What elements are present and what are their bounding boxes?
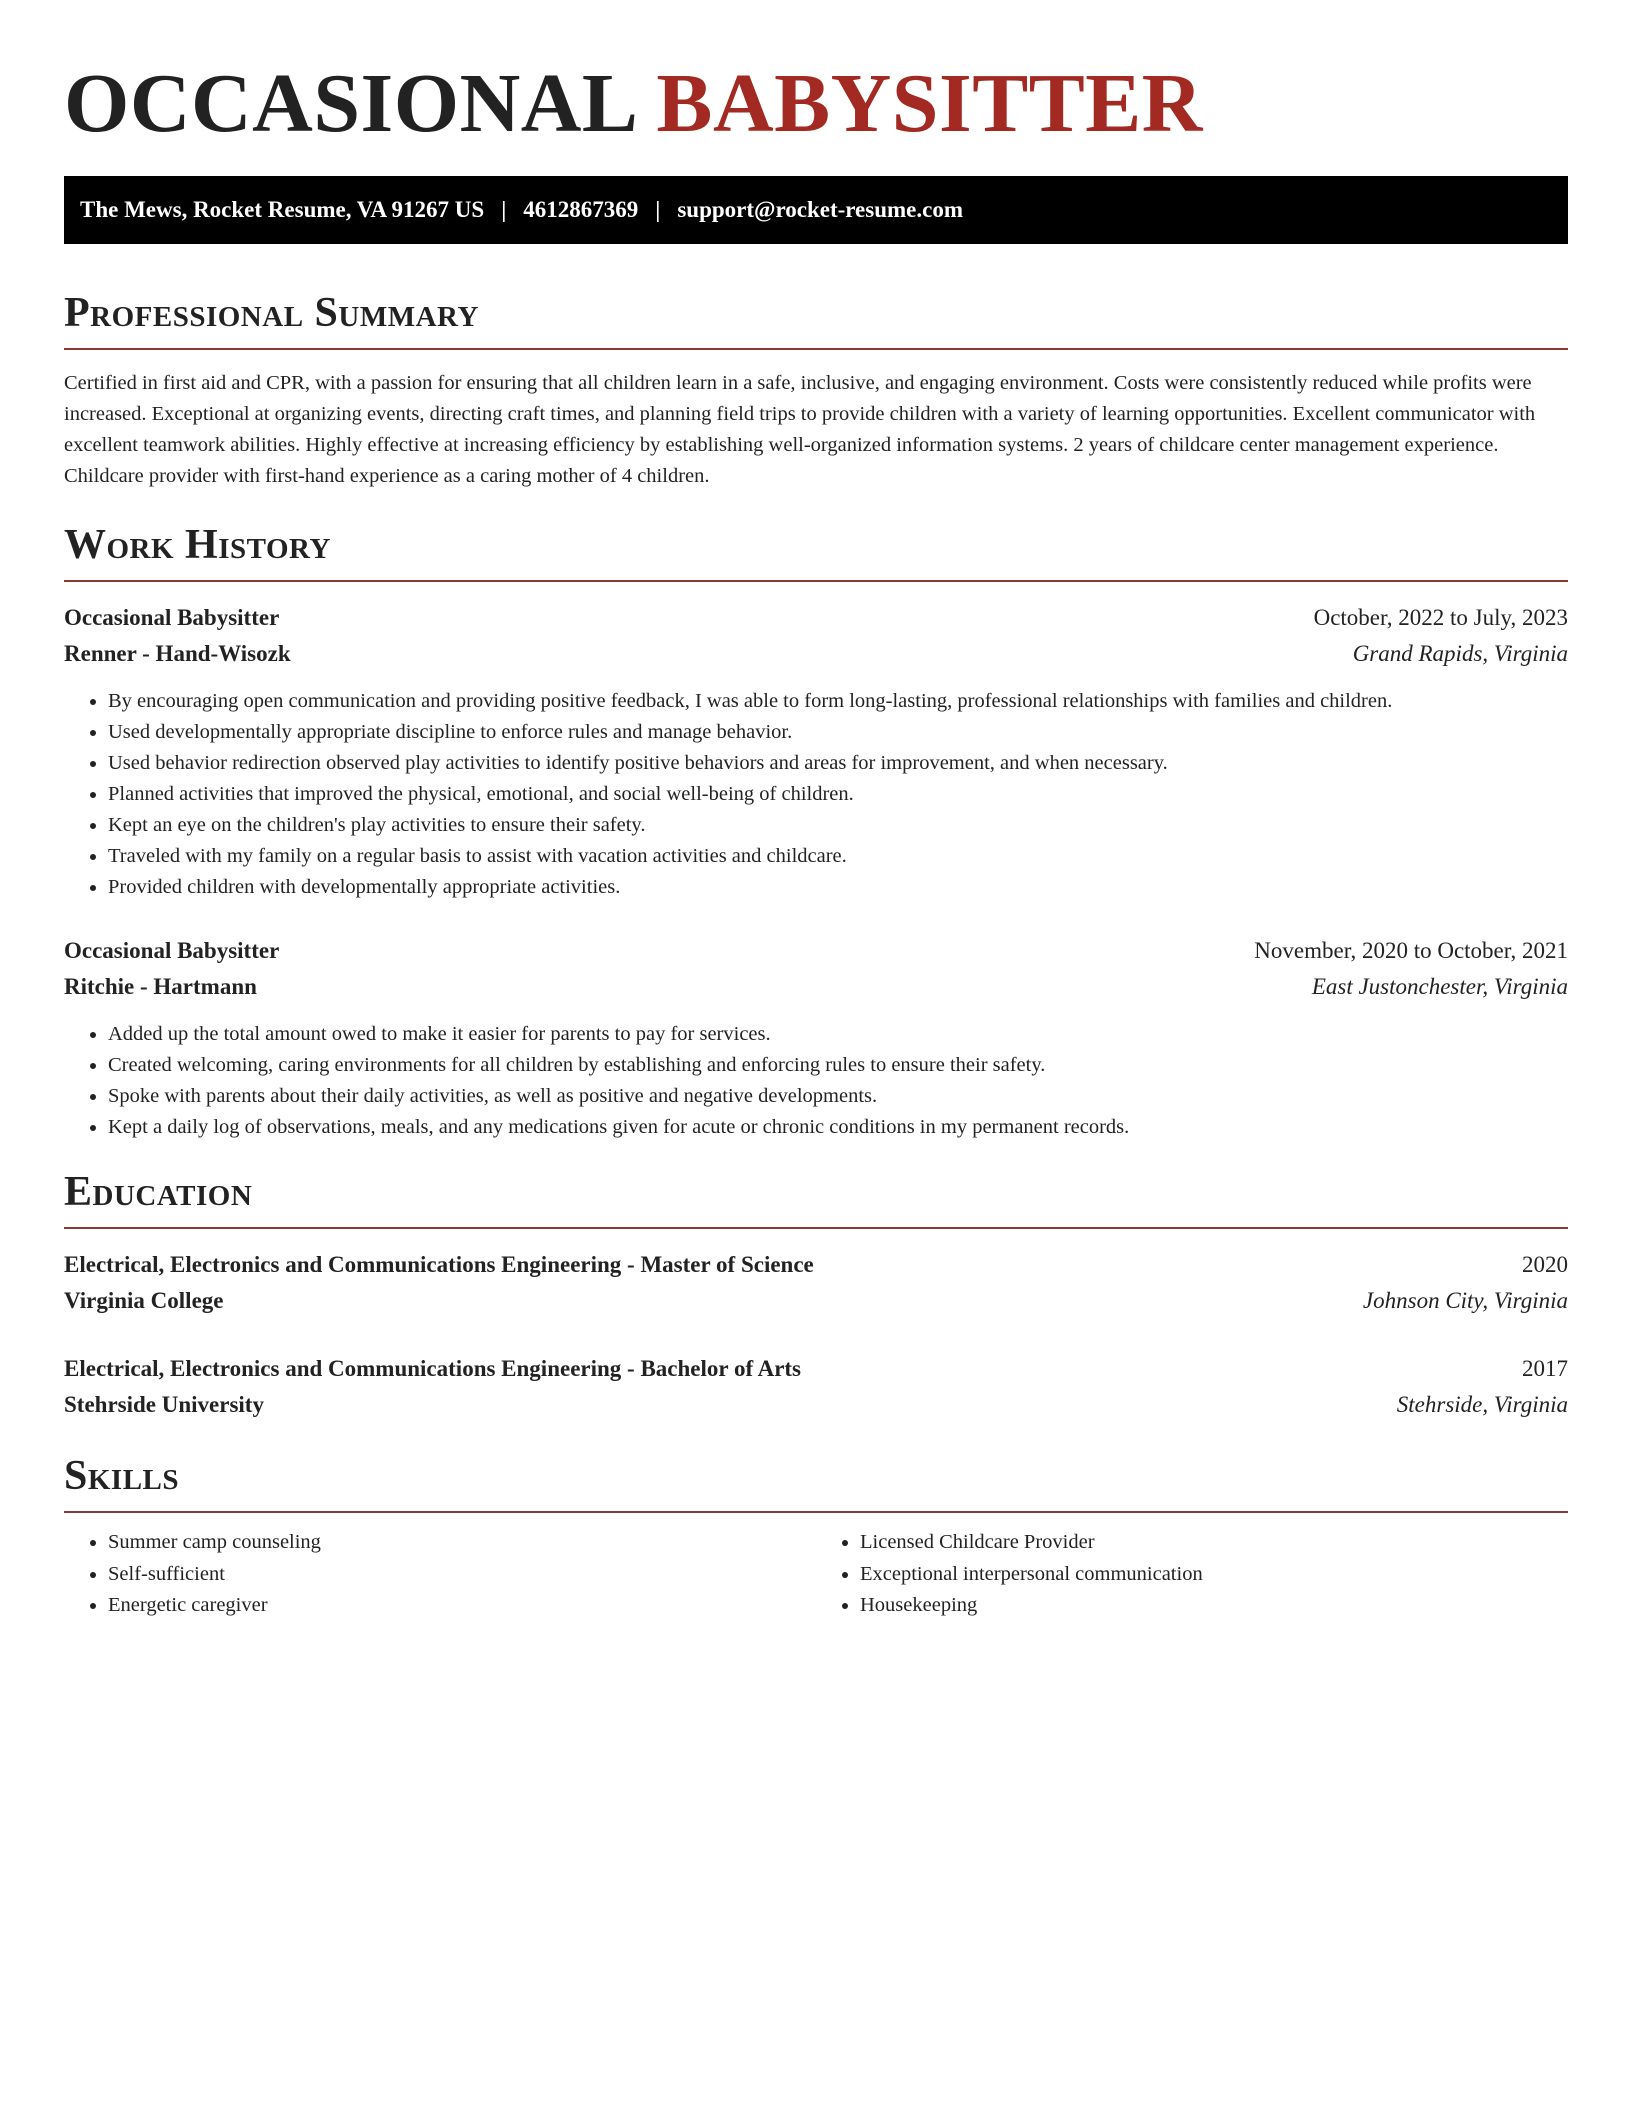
job-entry bbox=[64, 600, 1568, 903]
skill-item: • Licensed Childcare Provider bbox=[860, 1527, 1568, 1559]
contact-email: support@rocket-resume.com bbox=[677, 197, 963, 222]
skills-list-right bbox=[816, 1527, 1568, 1622]
list-item: • Added up the total amount owed to make it easier for parents to pay for services. bbox=[108, 1019, 1568, 1050]
skill-item: • Energetic caregiver bbox=[108, 1590, 816, 1622]
contact-separator: | bbox=[655, 197, 661, 222]
education-location: Stehrside, Virginia bbox=[1396, 1392, 1568, 1417]
education-school: Stehrside University bbox=[64, 1392, 264, 1417]
list-item: • Traveled with my family on a regular basis to assist with vacation activities and childcare. bbox=[108, 841, 1568, 872]
skills-grid bbox=[64, 1527, 1568, 1622]
title-first-word: OCCASIONAL bbox=[64, 57, 639, 150]
education-year: 2020 bbox=[1522, 1252, 1568, 1277]
job-title: Occasional Babysitter bbox=[64, 938, 280, 963]
job-entry bbox=[64, 933, 1568, 1143]
list-item: • By encouraging open communication and providing positive feedback, I was able to form long-lasting, professional relationships with families and children. bbox=[108, 686, 1568, 717]
list-item: • Provided children with developmentally appropriate activities. bbox=[108, 872, 1568, 903]
summary-heading: Professional Summary bbox=[64, 290, 479, 336]
skills-section bbox=[64, 1451, 1568, 1622]
job-company: Renner - Hand-Wisozk bbox=[64, 641, 291, 666]
section-divider bbox=[64, 1227, 1568, 1229]
job-location: East Justonchester, Virginia bbox=[1311, 974, 1568, 999]
education-location: Johnson City, Virginia bbox=[1362, 1288, 1568, 1313]
job-dates: November, 2020 to October, 2021 bbox=[1254, 938, 1568, 963]
education-entry bbox=[64, 1247, 1568, 1319]
list-item: • Kept a daily log of observations, meals, and any medications given for acute or chronic conditions in my permanent records. bbox=[108, 1112, 1568, 1143]
skill-item: • Self-sufficient bbox=[108, 1559, 816, 1591]
work-history-heading: Work History bbox=[64, 522, 331, 568]
summary-section bbox=[64, 288, 1568, 492]
job-duties-list bbox=[64, 686, 1568, 903]
section-divider bbox=[64, 580, 1568, 582]
education-heading: Education bbox=[64, 1169, 253, 1215]
education-entry bbox=[64, 1351, 1568, 1423]
contact-separator: | bbox=[501, 197, 507, 222]
section-divider bbox=[64, 1511, 1568, 1513]
education-year: 2017 bbox=[1522, 1356, 1568, 1381]
job-title: Occasional Babysitter bbox=[64, 605, 280, 630]
resume-title bbox=[64, 58, 1568, 150]
job-company: Ritchie - Hartmann bbox=[64, 974, 257, 999]
work-history-section bbox=[64, 520, 1568, 1143]
job-dates: October, 2022 to July, 2023 bbox=[1313, 605, 1568, 630]
section-divider bbox=[64, 348, 1568, 350]
list-item: • Used behavior redirection observed play activities to identify positive behaviors and areas for improvement, and when necessary. bbox=[108, 748, 1568, 779]
job-duties-list bbox=[64, 1019, 1568, 1143]
education-degree: Electrical, Electronics and Communications Engineering - Master of Science bbox=[64, 1252, 814, 1277]
summary-text: Certified in first aid and CPR, with a passion for ensuring that all children learn in a safe, inclusive, and engaging environment. Costs were consistently reduced while profits were increased. Exceptional at organizing events, directing craft times, and planning field trips to provide children with a variety of learning opportunities. Excellent communicator with excellent teamwork abilities. Highly effective at increasing efficiency by establishing well-organized information systems. 2 years of childcare center management experience. Childcare provider with first-hand experience as a caring mother of 4 children. bbox=[64, 372, 1536, 487]
title-second-word: BABYSITTER bbox=[656, 57, 1203, 150]
skill-item: • Summer camp counseling bbox=[108, 1527, 816, 1559]
skills-list-left bbox=[64, 1527, 816, 1622]
contact-phone: 4612867369 bbox=[523, 197, 639, 222]
skill-item: • Exceptional interpersonal communication bbox=[860, 1559, 1568, 1591]
list-item: • Spoke with parents about their daily activities, as well as positive and negative developments. bbox=[108, 1081, 1568, 1112]
education-section bbox=[64, 1167, 1568, 1423]
skills-heading: Skills bbox=[64, 1453, 180, 1499]
education-school: Virginia College bbox=[64, 1288, 224, 1313]
job-location: Grand Rapids, Virginia bbox=[1352, 641, 1568, 666]
contact-address: The Mews, Rocket Resume, VA 91267 US bbox=[80, 197, 485, 222]
list-item: • Kept an eye on the children's play activities to ensure their safety. bbox=[108, 810, 1568, 841]
list-item: • Created welcoming, caring environments for all children by establishing and enforcing rules to ensure their safety. bbox=[108, 1050, 1568, 1081]
list-item: • Used developmentally appropriate discipline to enforce rules and manage behavior. bbox=[108, 717, 1568, 748]
education-degree: Electrical, Electronics and Communications Engineering - Bachelor of Arts bbox=[64, 1356, 802, 1381]
contact-bar bbox=[64, 176, 1568, 244]
skill-item: • Housekeeping bbox=[860, 1590, 1568, 1622]
list-item: • Planned activities that improved the physical, emotional, and social well-being of children. bbox=[108, 779, 1568, 810]
